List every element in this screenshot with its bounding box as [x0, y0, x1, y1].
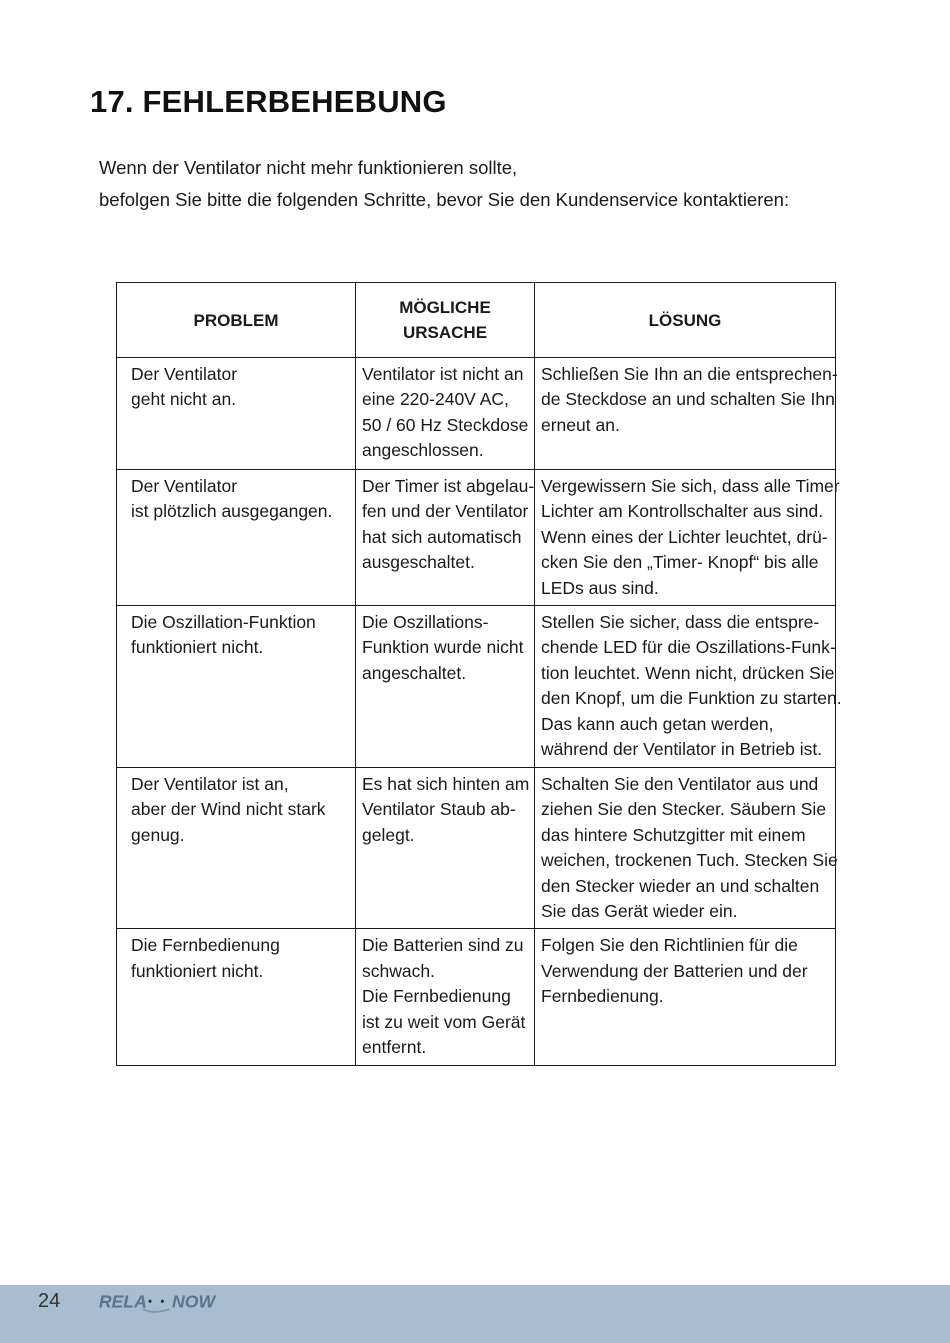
solution-line: das hintere Schutzgitter mit einem	[541, 824, 806, 845]
svg-text:RELA: RELA	[98, 1291, 147, 1312]
cell-problem	[117, 470, 356, 606]
problem-line: Die Oszillation-Funktion	[131, 612, 316, 633]
cell-problem	[117, 929, 356, 1065]
cell-solution	[535, 470, 840, 606]
solution-line: Sie das Gerät wieder ein.	[541, 901, 738, 922]
solution-line: Stellen Sie sicher, dass die entspre-	[541, 612, 820, 633]
solution-line: ziehen Sie den Stecker. Säubern Sie	[541, 799, 827, 820]
solution-line: während der Ventilator in Betrieb ist.	[541, 739, 823, 760]
cell-solution	[535, 358, 836, 470]
cell-solution	[535, 929, 836, 1065]
solution-line: Das kann auch getan werden,	[541, 713, 774, 734]
problem-line: funktioniert nicht.	[131, 637, 264, 658]
intro-line: Wenn der Ventilator nicht mehr funktionieren sollte,	[99, 157, 518, 178]
cause-line: Funktion wurde nicht	[362, 637, 524, 658]
solution-line: Folgen Sie den Richtlinien für die	[541, 935, 798, 956]
cause-line: gelegt.	[362, 824, 415, 845]
intro-text	[99, 152, 789, 216]
problem-line: genug.	[131, 824, 185, 845]
cause-line: Ventilator ist nicht an	[362, 364, 524, 384]
troubleshooting-table	[116, 282, 842, 1066]
solution-line: tion leuchtet. Wenn nicht, drücken Sie	[541, 662, 835, 683]
solution-line: LEDs aus sind.	[541, 577, 659, 598]
cause-line: hat sich automatisch	[362, 526, 522, 547]
solution-line: den Knopf, um die Funktion zu starten.	[541, 688, 842, 709]
table-row	[117, 768, 836, 929]
cell-cause	[356, 768, 535, 929]
cause-line: Der Timer ist abgelau-	[362, 476, 535, 496]
page-title: 17. FEHLERBEHEBUNG	[90, 84, 447, 119]
intro-line: befolgen Sie bitte die folgenden Schritte, bevor Sie den Kundenservice kontaktieren:	[99, 189, 790, 210]
cause-line: 50 / 60 Hz Steckdose	[362, 414, 529, 435]
problem-line: Der Ventilator	[131, 364, 238, 384]
solution-line: chende LED für die Oszillations-Funk-	[541, 637, 836, 658]
cause-line: angeschlossen.	[362, 440, 484, 461]
problem-line: ist plötzlich ausgegangen.	[131, 501, 333, 522]
cell-solution	[535, 606, 842, 768]
cell-problem	[117, 606, 356, 768]
solution-line: weichen, trockenen Tuch. Stecken Sie	[541, 850, 838, 871]
cell-problem	[117, 358, 356, 470]
cell-cause	[356, 470, 535, 606]
cell-cause	[356, 358, 535, 470]
solution-line: cken Sie den „Timer- Knopf“ bis alle	[541, 552, 819, 573]
cause-line: Die Batterien sind zu	[362, 935, 524, 956]
header-solution: LÖSUNG	[535, 283, 836, 358]
solution-line: Vergewissern Sie sich, dass alle Timer	[541, 476, 840, 496]
cause-line: angeschaltet.	[362, 662, 467, 683]
table-row	[117, 470, 836, 606]
problem-line: Der Ventilator ist an,	[131, 774, 289, 795]
svg-text:NOW: NOW	[172, 1291, 216, 1312]
cause-line: Die Oszillations-	[362, 612, 489, 633]
cause-line: entfernt.	[362, 1037, 427, 1058]
table-header-row	[117, 283, 836, 358]
cell-solution	[535, 768, 836, 929]
table-row	[117, 358, 836, 470]
cause-line: ausgeschaltet.	[362, 552, 475, 573]
cell-cause	[356, 929, 535, 1065]
cause-line: schwach.	[362, 960, 435, 981]
solution-line: Lichter am Kontrollschalter aus sind.	[541, 501, 824, 522]
cause-line: eine 220-240V AC,	[362, 389, 509, 410]
table-body	[117, 358, 842, 1066]
problem-line: Die Fernbedienung	[131, 935, 280, 956]
solution-line: Verwendung der Batterien und der	[541, 960, 808, 981]
cause-line: ist zu weit vom Gerät	[362, 1011, 526, 1032]
cause-line: fen und der Ventilator	[362, 501, 529, 522]
problem-line: funktioniert nicht.	[131, 960, 264, 981]
cell-cause	[356, 606, 535, 768]
solution-line: Schließen Sie Ihn an die entsprechen-	[541, 364, 838, 384]
cause-line: Ventilator Staub ab-	[362, 799, 516, 820]
problem-line: geht nicht an.	[131, 389, 237, 410]
solution-line: de Steckdose an und schalten Sie Ihn	[541, 389, 835, 410]
cell-problem	[117, 768, 356, 929]
table-row	[117, 929, 836, 1065]
solution-line: Wenn eines der Lichter leuchtet, drü-	[541, 526, 828, 547]
solution-line: Schalten Sie den Ventilator aus und	[541, 774, 819, 795]
solution-line: Fernbedienung.	[541, 986, 664, 1007]
solution-line: den Stecker wieder an und schalten	[541, 875, 820, 896]
table-row	[117, 606, 836, 768]
page-number: 24	[38, 1290, 61, 1312]
solution-line: erneut an.	[541, 414, 620, 435]
problem-line: aber der Wind nicht stark	[131, 799, 326, 820]
header-problem: PROBLEM	[117, 283, 356, 358]
cause-line: Die Fernbedienung	[362, 986, 511, 1007]
cause-line: Es hat sich hinten am	[362, 774, 530, 795]
header-cause: MÖGLICHE URSACHE	[356, 283, 535, 358]
brand-logo	[90, 1288, 240, 1318]
problem-line: Der Ventilator	[131, 476, 238, 496]
